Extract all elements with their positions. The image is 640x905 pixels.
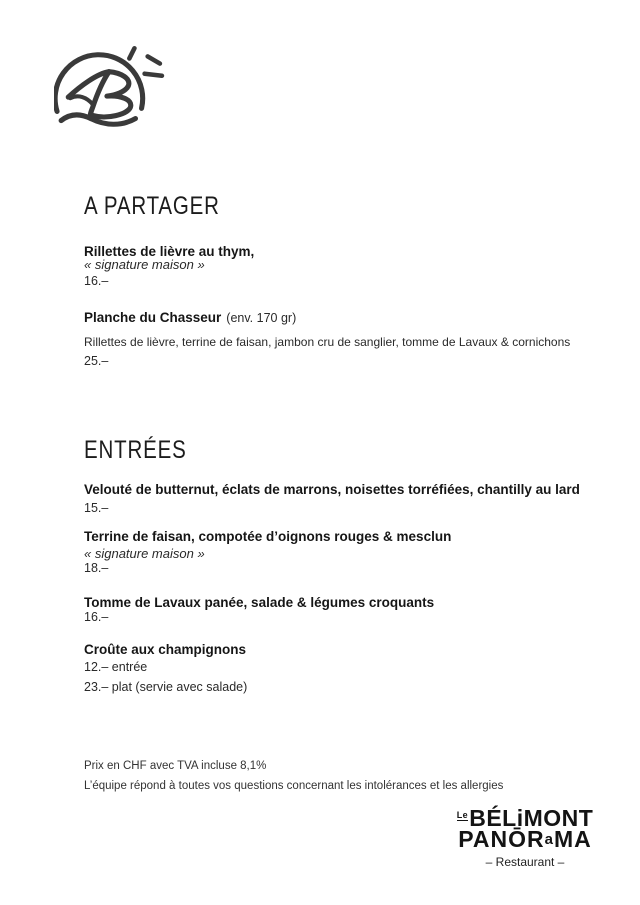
section-title-a-partager: A PARTAGER	[84, 192, 220, 220]
item-price-croute-entree: 12.– entrée	[84, 660, 148, 674]
item-price-planche: 25.–	[84, 354, 109, 368]
item-description-planche: Rillettes de lièvre, terrine de faisan, jambon cru de sanglier, tomme de Lavaux & cornichons	[84, 335, 571, 349]
brand-line2	[446, 826, 604, 852]
item-name-text: Planche du Chasseur	[84, 310, 222, 325]
footer-price-note: Prix en CHF avec TVA incluse 8,1%	[84, 760, 267, 772]
brand-tagline: – Restaurant –	[485, 855, 565, 869]
item-price-rillettes: 16.–	[84, 274, 109, 288]
brand-panorama-pre: PANŌR	[458, 826, 545, 852]
item-price-veloute: 15.–	[84, 501, 109, 515]
brand-belimont: BÉLiMONT	[469, 805, 594, 831]
section-title-entrees: ENTRÉES	[84, 436, 187, 464]
item-name-veloute-butternut: Velouté de butternut, éclats de marrons, noisettes torréfiées, chantilly au lard	[84, 482, 580, 497]
item-portion: (env. 170 gr)	[226, 311, 297, 325]
item-name-planche-chasseur	[84, 309, 296, 327]
item-price-terrine: 18.–	[84, 561, 109, 575]
item-name-tomme-lavaux: Tomme de Lavaux panée, salade & légumes croquants	[84, 595, 435, 610]
brand-panorama-a: a	[544, 831, 554, 848]
item-price-tomme: 16.–	[84, 610, 109, 624]
brand-wordmark	[446, 805, 604, 869]
item-price-croute-plat: 23.– plat (servie avec salade)	[84, 680, 248, 694]
item-signature-rillettes: « signature maison »	[84, 257, 205, 272]
item-name-croute-champignons: Croûte aux champignons	[84, 642, 247, 657]
brand-panorama-post: MA	[553, 826, 592, 852]
item-name-terrine-faisan: Terrine de faisan, compotée d’oignons rouges & mesclun	[84, 529, 452, 544]
item-signature-terrine: « signature maison »	[84, 546, 205, 561]
brand-le: Le	[456, 810, 469, 820]
item-name-rillettes-lievre: Rillettes de lièvre au thym,	[84, 244, 255, 259]
belimont-sun-b-logo-icon	[54, 44, 166, 134]
footer-allergy-note: L’équipe répond à toutes vos questions concernant les intolérances et les allergies	[84, 780, 504, 792]
